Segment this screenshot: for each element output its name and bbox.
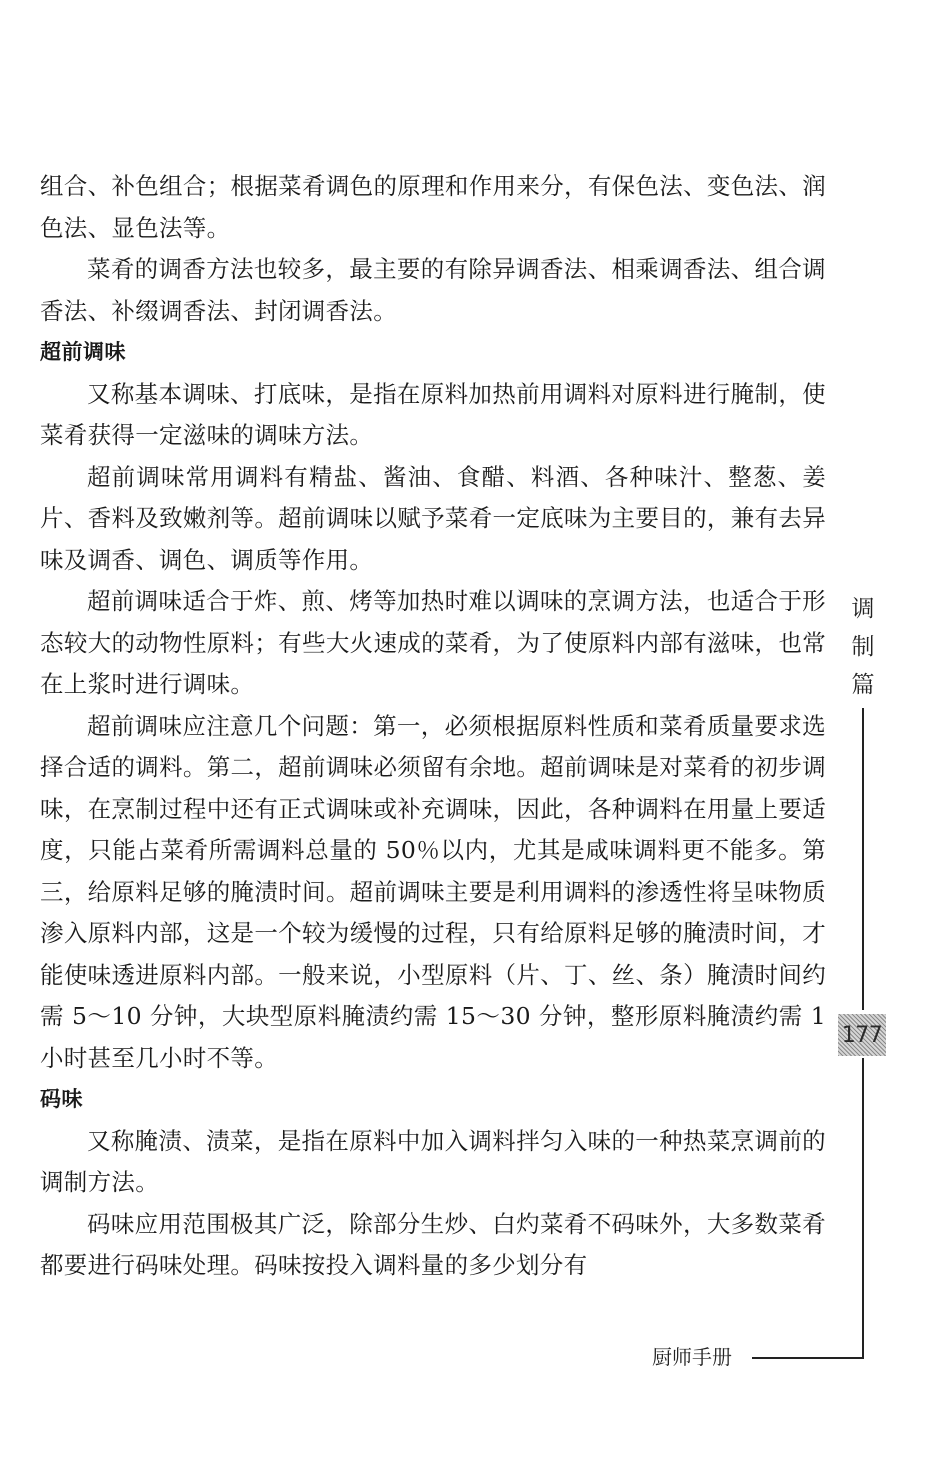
paragraph-pre-seasoning-ingredients: 超前调味常用调料有精盐、酱油、食醋、料酒、各种味汁、整葱、姜片、香料及致嫩剂等。超前调味以赋予菜肴一定底味为主要目的，兼有去异味及调香、调色、调质等作用。 <box>40 462 826 574</box>
margin-rule-lower <box>862 1058 864 1358</box>
section-heading-pre-seasoning: 超前调味 <box>40 340 126 364</box>
paragraph-marinating-scope: 码味应用范围极其广泛，除部分生炒、白灼菜肴不码味外，大多数菜肴都要进行码味处理。码味按投入调料量的多少划分有 <box>40 1209 826 1279</box>
footer-rule <box>752 1357 864 1359</box>
chapter-char: 篇 <box>851 672 875 698</box>
paragraph-pre-seasoning-definition: 又称基本调味、打底味，是指在原料加热前用调料对原料进行腌制，使菜肴获得一定滋味的调味方法。 <box>40 379 826 449</box>
paragraph-pre-seasoning-usage: 超前调味适合于炸、煎、烤等加热时难以调味的烹调方法，也适合于形态较大的动物性原料；有些大火速成的菜肴，为了使原料内部有滋味，也常在上浆时进行调味。 <box>40 587 826 698</box>
paragraph-marinating-definition: 又称腌渍、渍菜，是指在原料中加入调料拌匀入味的一种热菜烹调前的调制方法。 <box>40 1126 826 1196</box>
paragraph-pre-seasoning-notes: 超前调味应注意几个问题：第一，必须根据原料性质和菜肴质量要求选择合适的调料。第二，超前调味必须留有余地。超前调味是对菜肴的初步调味，在烹制过程中还有正式调味或补充调味，因此，各种调料在用量上要适度，只能占菜肴所需调料总量的 50％以内，尤其是咸味调料更不能多。第三，给原料足够的腌渍时间。超前调味主要是利用调料的渗透性将呈味物质渗入原料内部，这是一个较为缓慢的过程，只有给原料足够的腌渍时间，才能使味透进原料内部。一般来说，小型原料（片、丁、丝、条）腌渍时间约需 5～10 分钟，大块型原料腌渍约需 15～30 分钟，整形原料腌渍约需 1 小时甚至几小时不等。 <box>40 711 826 1072</box>
paragraph-aroma-methods: 菜肴的调香方法也较多，最主要的有除异调香法、相乘调香法、组合调香法、补缀调香法、封闭调香法。 <box>40 255 826 325</box>
footer-book-title: 厨师手册 <box>652 1345 732 1369</box>
chapter-char: 制 <box>851 634 875 660</box>
page-number-box <box>838 1014 886 1056</box>
body-text <box>40 166 826 1287</box>
section-heading-marinating: 码味 <box>40 1087 83 1111</box>
chapter-tab <box>846 590 880 704</box>
page-number: 177 <box>841 1022 883 1048</box>
margin-rule-upper <box>862 708 864 1010</box>
paragraph-continued: 组合、补色组合；根据菜肴调色的原理和作用来分，有保色法、变色法、润色法、显色法等。 <box>40 172 826 242</box>
chapter-char: 调 <box>851 596 875 622</box>
